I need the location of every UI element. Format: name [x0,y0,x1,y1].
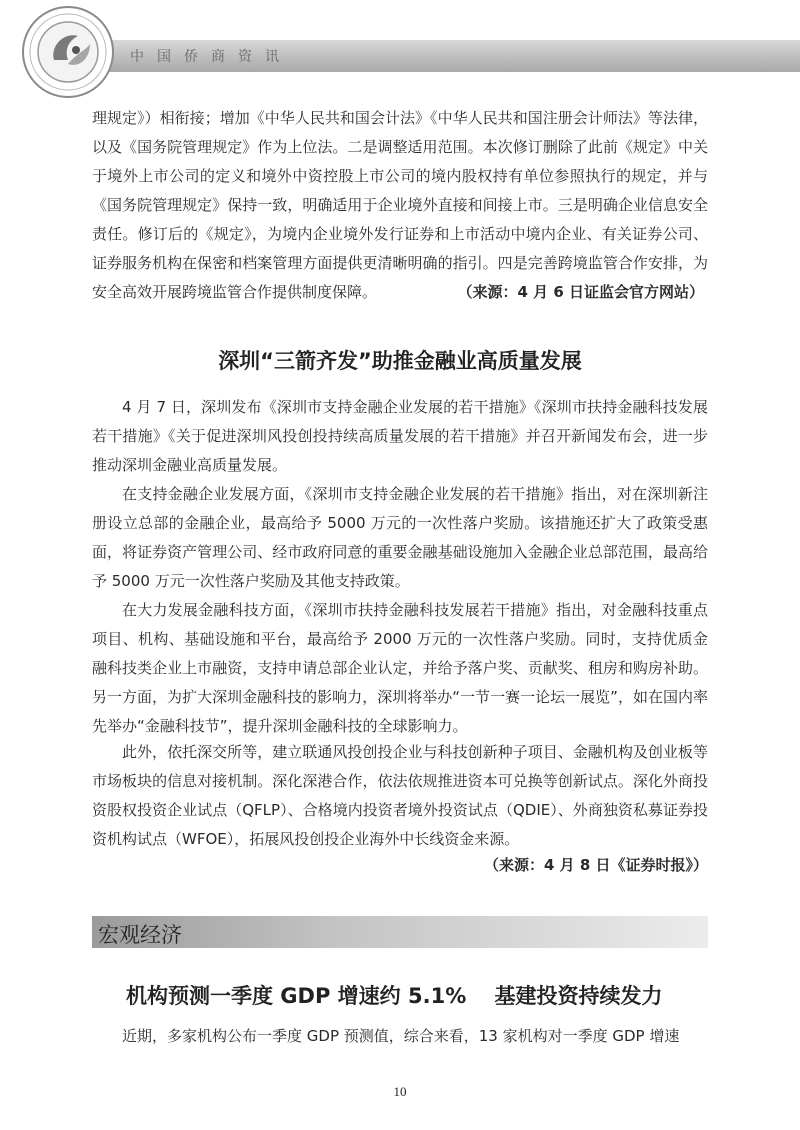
article-paragraph: 此外，依托深交所等，建立联通风投创投企业与科技创新种子项目、金融机构及创业板等市场板块的信息对接机制。深化深港合作，依法依规推进资本可兑换等创新试点。深化外商投资股权投资企业试点（QFLP）、合格境内投资者境外投资试点（QDIE）、外商独资私募证券投资机构试点（WFOE），拓展风投创投企业海外中长线资金来源。 [92,743,708,848]
continued-article-source: （来源：4 月 6 日证监会官方网站） [457,283,704,301]
section-header [92,916,708,948]
article-paragraph: 在大力发展金融科技方面，《深圳市扶持金融科技发展若干措施》指出，对金融科技重点项目、机构、基础设施和平台，最高给予 2000 万元的一次性落户奖励。同时，支持优质金融科技类企业上市融资，支持申请总部企业认定，并给予落户奖、贡献奖、租房和购房补助。另一方面，为扩大深圳金融科技的影响力，深圳将举办“一节一赛一论坛一展览”，如在国内率先举办“金融科技节”，提升深圳金融科技的全球影响力。 [92,601,708,735]
article-title-shenzhen: 深圳“三箭齐发”助推金融业高质量发展 [218,349,582,373]
continued-article-text: 理规定》）相衔接；增加《中华人民共和国会计法》《中华人民共和国注册会计师法》等法律，以及《国务院管理规定》作为上位法。二是调整适用范围。本次修订删除了此前《规定》中关于境外上市公司的定义和境外中资控股上市公司的境内股权持有单位参照执行的规定，并与《国务院管理规定》保持一致，明确适用于企业境外直接和间接上市。三是明确企业信息安全责任。修订后的《规定》，为境内企业境外发行证券和上市活动中境内企业、有关证券公司、证券服务机构在保密和档案管理方面提供更清晰明确的指引。四是完善跨境监管合作安排，为安全高效开展跨境监管合作提供制度保障。 [92,109,708,301]
article-title-gdp: 机构预测一季度 GDP 增速约 5.1% 基建投资持续发力 [126,984,663,1008]
header-title: 中国侨商资讯 [130,49,292,65]
org-logo-icon [20,4,116,100]
article-paragraph: 在支持金融企业发展方面，《深圳市支持金融企业发展的若干措施》指出，对在深圳新注册设立总部的金融企业，最高给予 5000 万元的一次性落户奖励。该措施还扩大了政策受惠面，将证券资产管理公司、经市政府同意的重要金融基础设施加入金融企业总部范围，最高给予 5000 万元一次性落户奖励及其他支持政策。 [92,485,708,590]
section-label: 宏观经济 [98,923,182,947]
article-source-shenzhen: （来源：4 月 8 日《证券时报》） [483,856,708,874]
page-number: 10 [393,1084,407,1099]
article-paragraph: 4 月 7 日，深圳发布《深圳市支持金融企业发展的若干措施》《深圳市扶持金融科技发展若干措施》《关于促进深圳风投创投持续高质量发展的若干措施》并召开新闻发布会，进一步推动深圳金融业高质量发展。 [92,398,708,474]
article-first-line: 近期，多家机构公布一季度 GDP 预测值，综合来看，13 家机构对一季度 GDP 增速 [122,1027,680,1045]
